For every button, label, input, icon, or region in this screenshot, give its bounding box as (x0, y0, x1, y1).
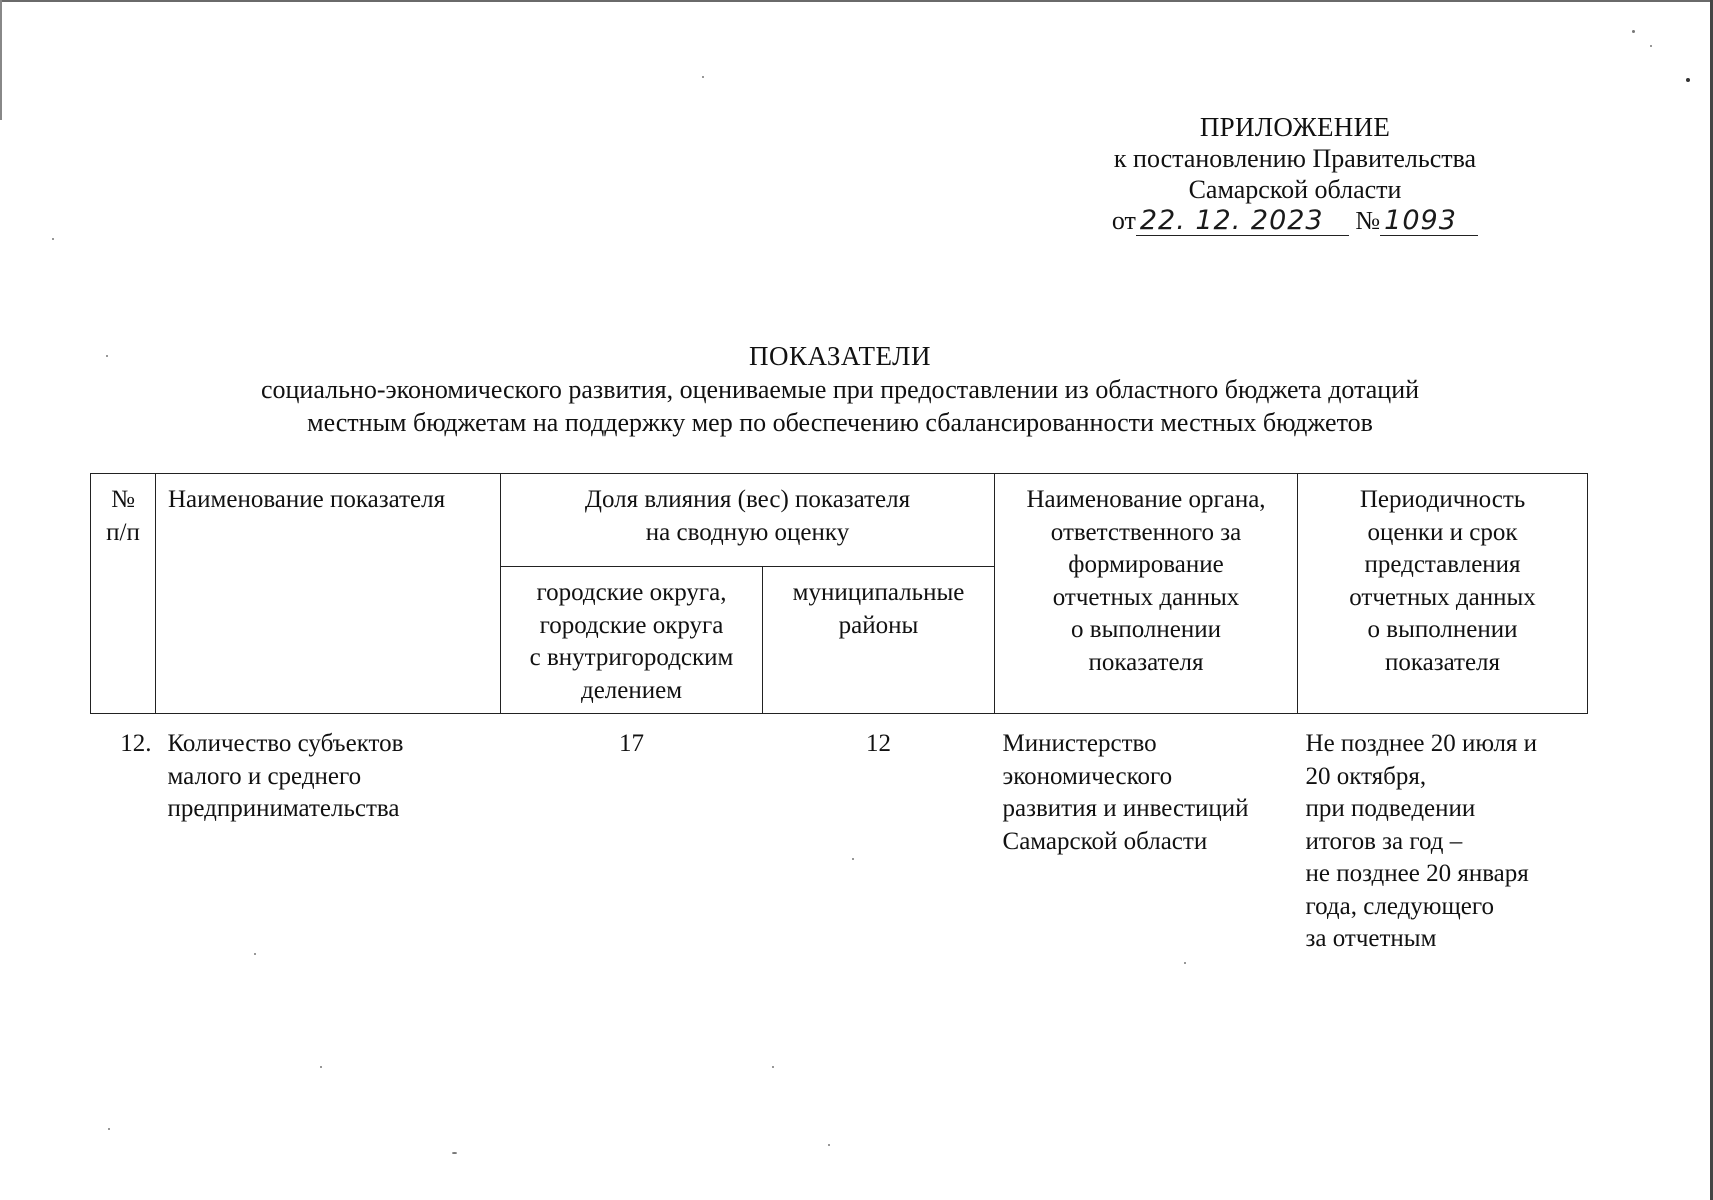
appendix-date-number (1090, 205, 1500, 236)
row-weight-municipal: 12 (866, 730, 891, 757)
header-urban-line: городские округа, (536, 579, 727, 606)
header-number (91, 474, 156, 714)
row-number: 12. (120, 730, 152, 757)
handwritten-date: 22. 12. 2023 (1136, 207, 1349, 236)
header-org-line: формирование (1068, 551, 1224, 578)
row-weight-urban: 17 (619, 730, 644, 757)
row-responsible-body (995, 714, 1298, 962)
title-subtitle-line-1: социально-экономического развития, оцениваемые при предоставлении из областного бюджета дотаций (260, 375, 1420, 404)
row-org-line: Министерство (1002, 730, 1157, 757)
table-row (91, 714, 1588, 962)
header-periodicity (1298, 474, 1588, 714)
row-period-line: при подведении (1305, 795, 1476, 822)
row-periodicity (1298, 714, 1588, 962)
header-org-line: Наименование органа, (1026, 486, 1266, 513)
date-prefix: от (1111, 206, 1136, 235)
scan-speck (1632, 30, 1635, 33)
header-urban-line: городские округа (539, 611, 724, 639)
header-period-line: о выполнении (1367, 616, 1518, 643)
header-period-line: показателя (1384, 648, 1501, 676)
number-prefix: № (1355, 206, 1381, 235)
table-header (91, 474, 1588, 714)
row-period-line: за отчетным (1305, 925, 1437, 952)
handwritten-number: 1093 (1380, 207, 1478, 236)
scan-speck (452, 1152, 457, 1154)
row-period-line: 20 октября, (1305, 762, 1427, 790)
scan-speck (1650, 45, 1652, 47)
row-period-line: итогов за год – (1305, 827, 1463, 855)
header-org-line: отчетных данных (1052, 583, 1240, 611)
header-responsible-body (995, 474, 1298, 714)
appendix-heading: ПРИЛОЖЕНИЕ (1199, 112, 1391, 142)
scan-speck (828, 1144, 830, 1146)
scan-edge-left (0, 0, 2, 120)
scan-speck (1686, 78, 1690, 82)
header-org-line: показателя (1088, 648, 1204, 676)
header-weight-group (501, 474, 995, 567)
row-name-line: предпринимательства (167, 795, 400, 822)
header-period-line: оценки и срок (1367, 518, 1518, 546)
appendix-line-resolution: к постановлению Правительства (1113, 144, 1477, 173)
header-urban-line: делением (580, 676, 683, 704)
header-weight-municipal-districts (763, 567, 995, 714)
row-period-line: не позднее 20 января (1305, 860, 1529, 887)
header-period-line: отчетных данных (1349, 583, 1536, 611)
header-org-line: о выполнении (1071, 616, 1222, 643)
title-subtitle-line-2: местным бюджетам на поддержку мер по обеспечению сбалансированности местных бюджетов (307, 408, 1373, 437)
header-period-line: представления (1364, 551, 1521, 578)
title-main: ПОКАЗАТЕЛИ (749, 341, 931, 371)
appendix-block (1090, 112, 1500, 236)
scan-speck (52, 238, 54, 240)
row-indicator-name (156, 714, 501, 962)
appendix-line-region: Самарской области (1188, 175, 1402, 204)
scan-speck (106, 355, 108, 357)
header-number-symbol: № (111, 486, 135, 513)
scan-speck (108, 1128, 110, 1130)
header-period-line: Периодичность (1359, 486, 1526, 513)
row-period-line: Не позднее 20 июля и (1305, 730, 1538, 757)
row-org-line: Самарской области (1002, 827, 1208, 855)
row-org-line: развития и инвестиций (1002, 795, 1249, 822)
scan-speck (702, 76, 704, 78)
header-urban-line: с внутригородским (529, 644, 734, 671)
row-org-line: экономического (1002, 762, 1173, 790)
header-municipal-line: муниципальные (792, 579, 965, 606)
row-name-line: Количество субъектов (167, 730, 404, 757)
header-number-abbr: п/п (106, 518, 140, 546)
row-name-line: малого и среднего (167, 762, 362, 790)
header-org-line: ответственного за (1050, 518, 1242, 546)
header-weight-line-2: на сводную оценку (645, 518, 850, 546)
header-weight-urban-districts (501, 567, 763, 714)
header-weight-line-1: Доля влияния (вес) показателя (584, 486, 911, 513)
scan-edge-top (0, 0, 1713, 2)
document-title (150, 340, 1530, 439)
row-period-line: года, следующего (1305, 892, 1494, 920)
scan-speck (1184, 962, 1186, 964)
scan-speck (772, 1066, 774, 1068)
header-municipal-line: районы (838, 611, 919, 639)
indicators-table (90, 473, 1588, 962)
header-indicator-name: Наименование показателя (156, 474, 501, 714)
scan-speck (320, 1066, 322, 1068)
